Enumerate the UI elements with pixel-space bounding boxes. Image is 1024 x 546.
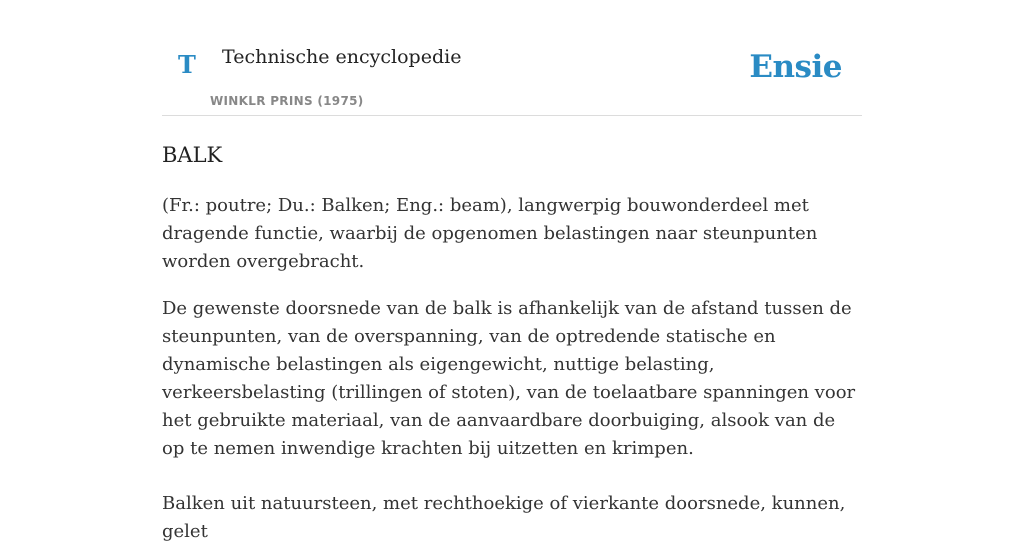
article-paragraph: Balken uit natuursteen, met rechthoekige of vierkante doorsnede, kunnen, gelet <box>162 493 846 542</box>
article-paragraph: (Fr.: poutre; Du.: Balken; Eng.: beam), langwerpig bouwonderdeel met dragende functie, waarbij de opgenomen belastingen naar steunpunten worden overgebracht. <box>162 195 818 272</box>
article-paragraph: De gewenste doorsnede van de balk is afhankelijk van de afstand tussen de steunpunten, van de overspanning, van de optredende statische en dynamische belastingen als eigengewicht, nuttige belasting, verkeersbelasting (trillingen of stoten), van de toelaatbare spanningen voor het gebruikte materiaal, van de aanvaardbare doorbuiging, alsook van de op te nemen inwendige krachten bij uitzetten en krimpen. <box>162 298 856 459</box>
article-title: BALK <box>162 143 223 167</box>
encyclopedia-source-label: WINKLR PRINS (1975) <box>210 94 364 108</box>
site-header <box>162 0 862 116</box>
encyclopedia-title-link[interactable]: Technische encyclopedie <box>222 46 462 68</box>
encyclopedia-logo-icon[interactable]: T <box>178 50 196 79</box>
ensie-logo-link[interactable]: Ensie <box>749 49 842 85</box>
article-content <box>162 140 862 542</box>
